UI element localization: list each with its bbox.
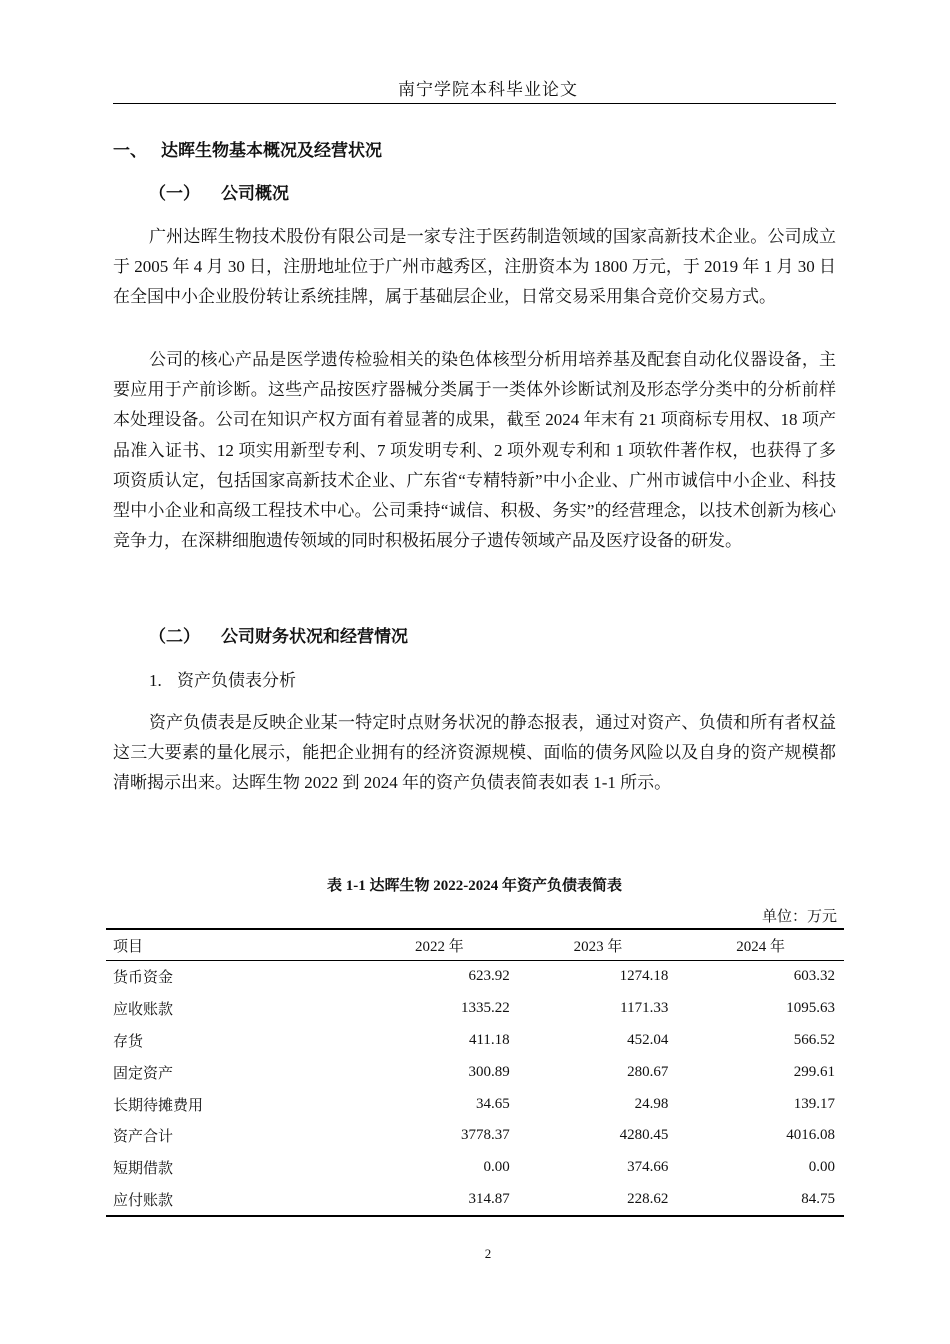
table-row [106,1184,844,1217]
section-heading-1 [113,136,382,161]
section-number: 一、 [113,141,147,160]
section-title: 达晖生物基本概况及经营状况 [161,141,382,160]
sub-subsection-heading-balance-sheet [149,666,296,691]
table-cell-value: 4016.08 [786,1127,835,1144]
table-cell-item: 存货 [113,1033,144,1050]
balance-sheet-table-wrapper [106,928,844,1217]
paragraph-balance-sheet-intro: 资产负债表是反映企业某一特定时点财务状况的静态报表，通过对资产、负债和所有者权益这三大要素的量化展示，能把企业拥有的经济资源规模、面临的债务风险以及自身的资产规模都清晰揭示出来。达晖生物 2022 到 2024 年的资产负债表简表如表 1-1 所示。 [113,713,836,793]
header-rule [113,103,836,104]
table-cell-value: 139.17 [793,1095,835,1112]
table-cell-value: 299.61 [793,1063,835,1080]
subsection-number: （一） [149,184,200,203]
table-cell-value: 3778.37 [460,1127,510,1144]
table-cell-value: 1171.33 [620,1000,669,1017]
table-cell-value: 1335.22 [460,1000,510,1017]
table-cell-item: 货币资金 [113,970,174,987]
table-row [106,1120,844,1152]
table-row [106,1025,844,1057]
table-cell-value: 566.52 [793,1031,835,1048]
sub-subsection-title: 资产负债表分析 [177,671,296,690]
table-cell-item: 应收账款 [113,1002,174,1019]
table-cell-value: 411.18 [468,1031,510,1048]
paragraph-core-products: 公司的核心产品是医学遗传检验相关的染色体核型分析用培养基及配套自动化仪器设备，主要应用于产前诊断。这些产品按医疗器械分类属于一类体外诊断试剂及形态学分类中的分析前样本处理设备。公司在知识产权方面有着显著的成果，截至 2024 年末有 21 项商标专用权、18 项产品准入证书、12 项实用新型专利、7 项发明专利、2 项外观专利和 1 项软件著作权，也获得了多项资质认定，包括国家高新技术企业、广东省“专精特新”中小企业、广州市诚信中小企业、科技型中小企业和高级工程技术中心。公司秉持“诚信、积极、务实”的经营理念，以技术创新为核心竞争力，在深耕细胞遗传领域的同时积极拓展分子遗传领域产品及医疗设备的研发。 [113,350,836,551]
table-cell-value: 228.62 [627,1190,669,1207]
subsection-heading-company-overview [149,179,289,204]
table-row [106,1056,844,1088]
table-header-row [106,929,844,961]
table-unit: 单位：万元 [761,909,837,925]
table-cell-value: 1095.63 [786,1000,835,1017]
page-number: 2 [484,1246,492,1261]
subsection-heading-financial-status [149,622,408,647]
paragraph-company-intro: 广州达晖生物技术股份有限公司是一家专注于医药制造领域的国家高新技术企业。公司成立于 2005 年 4 月 30 日，注册地址位于广州市越秀区，注册资本为 1800 万元，于 2019 年 1 月 30 日在全国中小企业股份转让系统挂牌，属于基础层企业，日常交易采用集合竞价交易方式。 [113,227,836,307]
balance-sheet-table [106,928,844,1217]
table-cell-value: 314.87 [468,1190,510,1207]
sub-subsection-number: 1. [149,671,162,690]
table-cell-item: 资产合计 [113,1129,174,1146]
table-cell-value: 0.00 [808,1159,835,1176]
table-caption: 表 1-1 达晖生物 2022-2024 年资产负债表简表 [327,878,622,894]
table-cell-value: 280.67 [627,1063,669,1080]
table-row [106,1088,844,1120]
table-cell-value: 84.75 [801,1190,835,1207]
table-cell-value: 34.65 [475,1095,510,1112]
table-cell-value: 452.04 [627,1031,669,1048]
table-header-item: 项目 [113,938,144,955]
table-cell-item: 短期借款 [113,1161,174,1178]
table-cell-value: 374.66 [627,1159,669,1176]
table-cell-value: 300.89 [468,1063,510,1080]
subsection-title: 公司概况 [221,184,289,203]
table-row [106,1152,844,1184]
table-cell-item: 长期待摊费用 [113,1097,204,1114]
subsection-number: （二） [149,627,200,646]
table-row [106,993,844,1025]
table-cell-value: 24.98 [634,1095,669,1112]
table-header-2024: 2024 年 [736,938,786,955]
table-cell-value: 603.32 [793,968,835,985]
subsection-title: 公司财务状况和经营情况 [221,627,408,646]
table-header-2022: 2022 年 [414,938,464,955]
table-cell-item: 应付账款 [113,1192,174,1209]
table-cell-value: 1274.18 [619,968,669,985]
table-cell-item: 固定资产 [113,1065,174,1082]
table-cell-value: 4280.45 [619,1127,669,1144]
table-row [106,961,844,993]
page-header-title: 南宁学院本科毕业论文 [398,80,578,99]
table-header-2023: 2023 年 [573,938,623,955]
table-cell-value: 0.00 [483,1159,510,1176]
table-cell-value: 623.92 [468,968,510,985]
